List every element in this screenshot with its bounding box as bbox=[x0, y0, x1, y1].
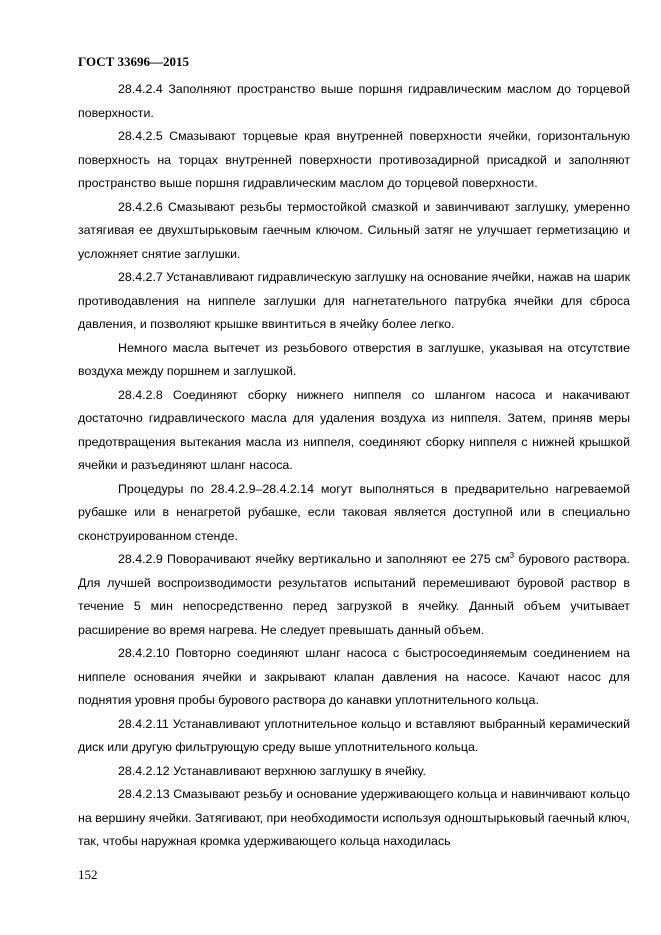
paragraph-28-4-2-8: 28.4.2.8 Соединяют сборку нижнего ниппеля со шлангом насоса и накачивают достаточно гидравлического масла для удаления воздуха из ниппеля. Затем, приняв меры предотвращения вытекания масла из ниппеля, соединяют сборку ниппеля с нижней крышкой ячейки и разъединяют шланг насоса. bbox=[78, 387, 630, 472]
paragraph-28-4-2-4: 28.4.2.4 Заполняют пространство выше поршня гидравлическим маслом до торцевой поверхности. bbox=[78, 82, 630, 120]
paragraph-oil-note: Немного масла вытечет из резьбового отверстия в заглушке, указывая на отсутствие воздуха между поршнем и заглушкой. bbox=[78, 340, 630, 378]
document-body bbox=[78, 78, 630, 854]
paragraph-28-4-2-9-start: 28.4.2.9 Поворачивают ячейку вертикально и заполняют ее 275 см bbox=[118, 552, 510, 566]
paragraph-28-4-2-7: 28.4.2.7 Устанавливают гидравлическую заглушку на основание ячейки, нажав на шарик противодавления на ниппеле заглушки для нагнетательного патрубка ячейки для сброса давления, и позволяют крышке ввинтиться в ячейку более легко. bbox=[78, 270, 630, 331]
paragraph-28-4-2-12: 28.4.2.12 Устанавливают верхнюю заглушку в ячейку. bbox=[118, 763, 426, 778]
paragraph-28-4-2-5: 28.4.2.5 Смазывают торцевые края внутренней поверхности ячейки, горизонтальную поверхность на торцах внутренней поверхности противозадирной присадкой и заполняют пространство выше поршня гидравлическим маслом до торцевой поверхности. bbox=[78, 129, 630, 190]
paragraph-28-4-2-11: 28.4.2.11 Устанавливают уплотнительное кольцо и вставляют выбранный керамический диск или другую фильтрующую среду выше уплотнительного кольца. bbox=[78, 716, 630, 754]
paragraph-28-4-2-9-end: бурового раствора. Для лучшей воспроизводимости результатов испытаний перемешивают буровой раствор в течение 5 мин непосредственно перед загрузкой в ячейку. Данный объем учитывает расширение во время нагрева. Не следует превышать данный объем. bbox=[78, 552, 630, 637]
paragraph-28-4-2-13: 28.4.2.13 Смазывают резьбу и основание удерживающего кольца и навинчивают кольцо на вершину ячейки. Затягивают, при необходимости используя одноштырьковый гаечный ключ, так, чтобы наружная кромка удерживающего кольца находилась bbox=[78, 787, 630, 848]
page-number: 152 bbox=[78, 867, 98, 882]
document-header: ГОСТ 33696—2015 bbox=[78, 54, 190, 69]
paragraph-procedures-note: Процедуры по 28.4.2.9–28.4.2.14 могут выполняться в предварительно нагреваемой рубашке или в ненагретой рубашке, если таковая является доступной или в специально сконструированном стенде. bbox=[78, 481, 630, 543]
paragraph-28-4-2-9 bbox=[78, 548, 630, 642]
paragraph-28-4-2-6: 28.4.2.6 Смазывают резьбы термостойкой смазкой и завинчивают заглушку, умеренно затягивая ее двухштырьковым гаечным ключом. Сильный затяг не улучшает герметизацию и усложняет снятие заглушки. bbox=[78, 199, 630, 261]
cubic-superscript: 3 bbox=[509, 550, 515, 560]
paragraph-28-4-2-10: 28.4.2.10 Повторно соединяют шланг насоса с быстросоединяемым соединением на ниппеле основания ячейки и закрывают клапан давления на насосе. Качают насос для поднятия уровня пробы бурового раствора до канавки уплотнительного кольца. bbox=[78, 646, 630, 707]
